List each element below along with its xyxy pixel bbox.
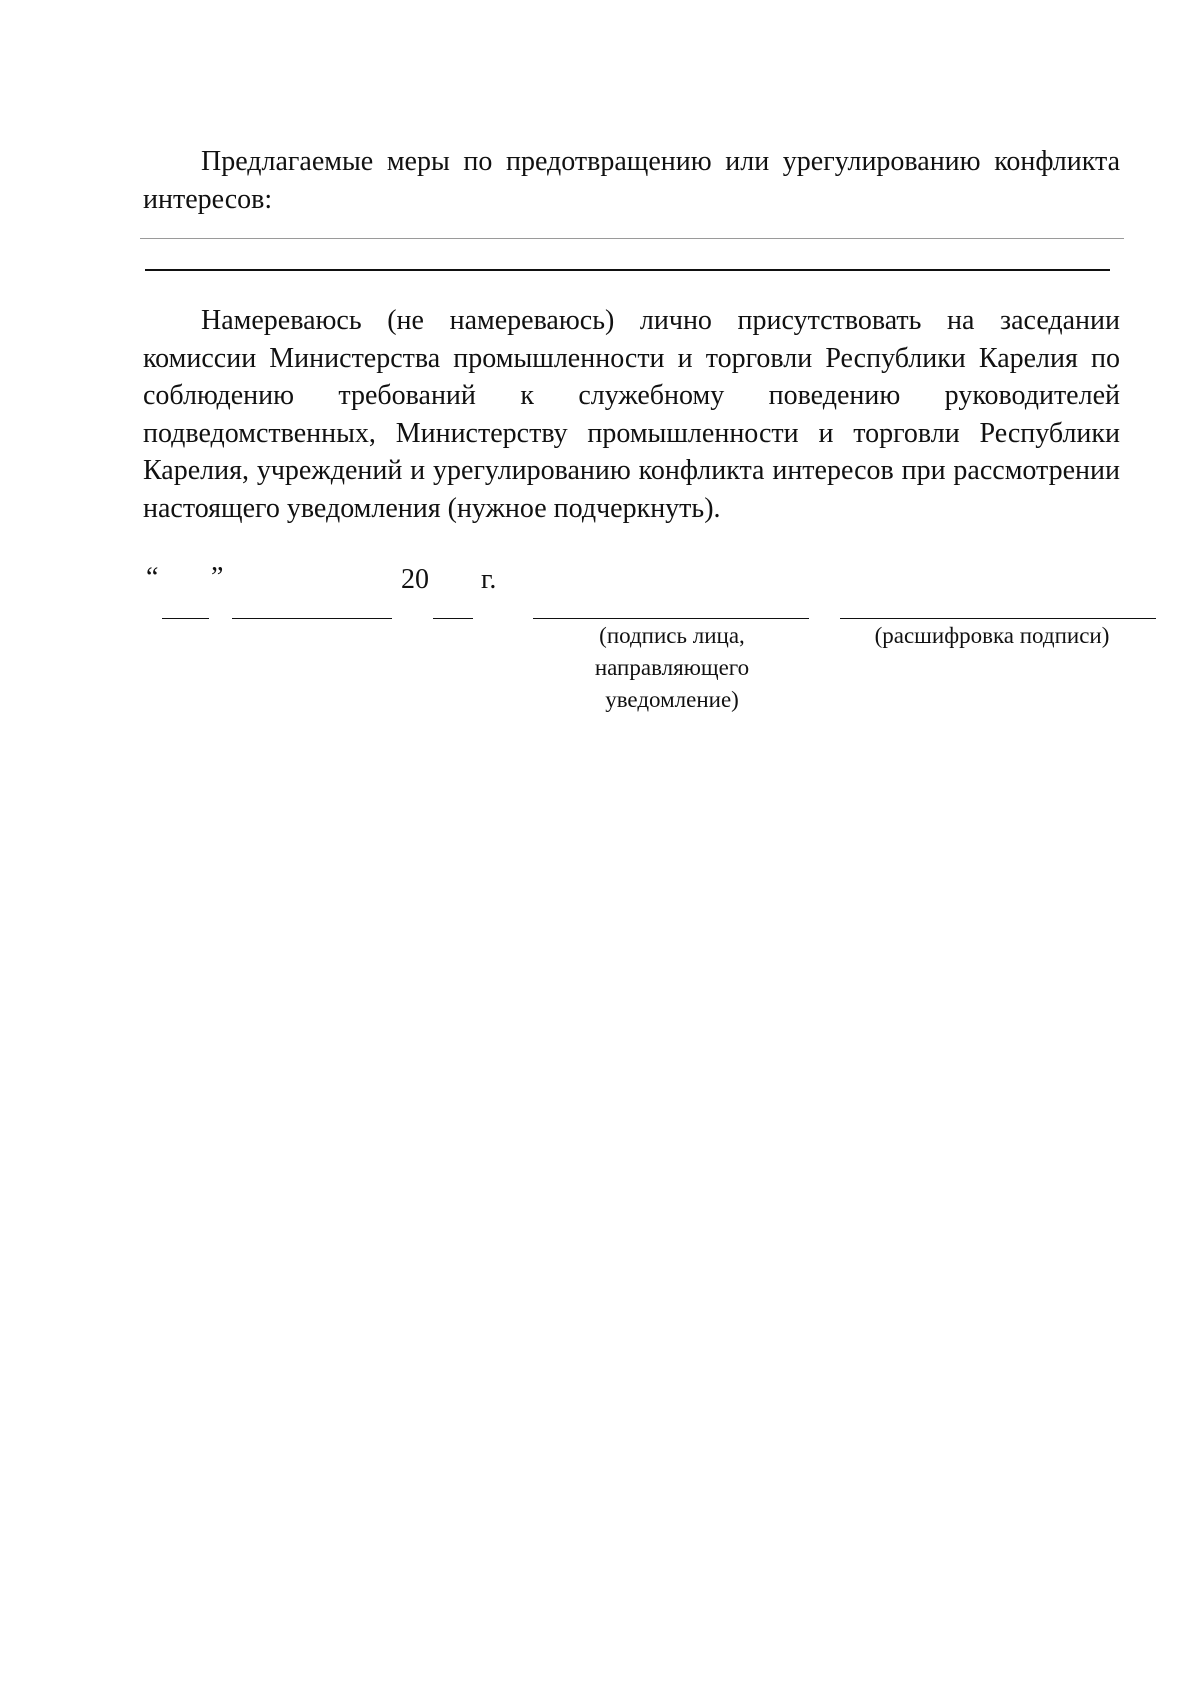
year-suffix: г. bbox=[481, 564, 497, 595]
signature-caption-line-3: уведомление) bbox=[605, 687, 739, 712]
signature-blank[interactable] bbox=[533, 618, 809, 619]
signature-caption-line-1: (подпись лица, bbox=[599, 623, 745, 648]
signature-decoding-blank[interactable] bbox=[840, 618, 1156, 619]
measures-blank-line-2 bbox=[145, 269, 1110, 271]
date-month-blank[interactable] bbox=[232, 618, 392, 619]
measures-blank-line-1 bbox=[140, 238, 1124, 239]
signature-caption-line-2: направляющего bbox=[594, 655, 750, 680]
signature-caption bbox=[560, 620, 784, 716]
decoding-caption: (расшифровка подписи) bbox=[874, 623, 1110, 648]
date-close-quote: ” bbox=[211, 562, 224, 593]
date-open-quote: “ bbox=[146, 562, 159, 593]
measures-paragraph: Предлагаемые меры по предотвращению или урегулированию конфликта интересов: bbox=[143, 146, 1120, 215]
year-prefix: 20 bbox=[401, 564, 429, 595]
date-day-blank[interactable] bbox=[162, 618, 209, 619]
date-year-blank[interactable] bbox=[433, 618, 473, 619]
intent-paragraph: Намереваюсь (не намереваюсь) лично присутствовать на заседании комиссии Министерства промышленности и торговли Республики Карелия по соблюдению требований к служебному поведению руководителей подведомственных, Министерству промышленности и торговли Республики Карелия, учреждений и урегулированию конфликта интересов при рассмотрении настоящего уведомления (нужное подчеркнуть). bbox=[143, 305, 1120, 524]
